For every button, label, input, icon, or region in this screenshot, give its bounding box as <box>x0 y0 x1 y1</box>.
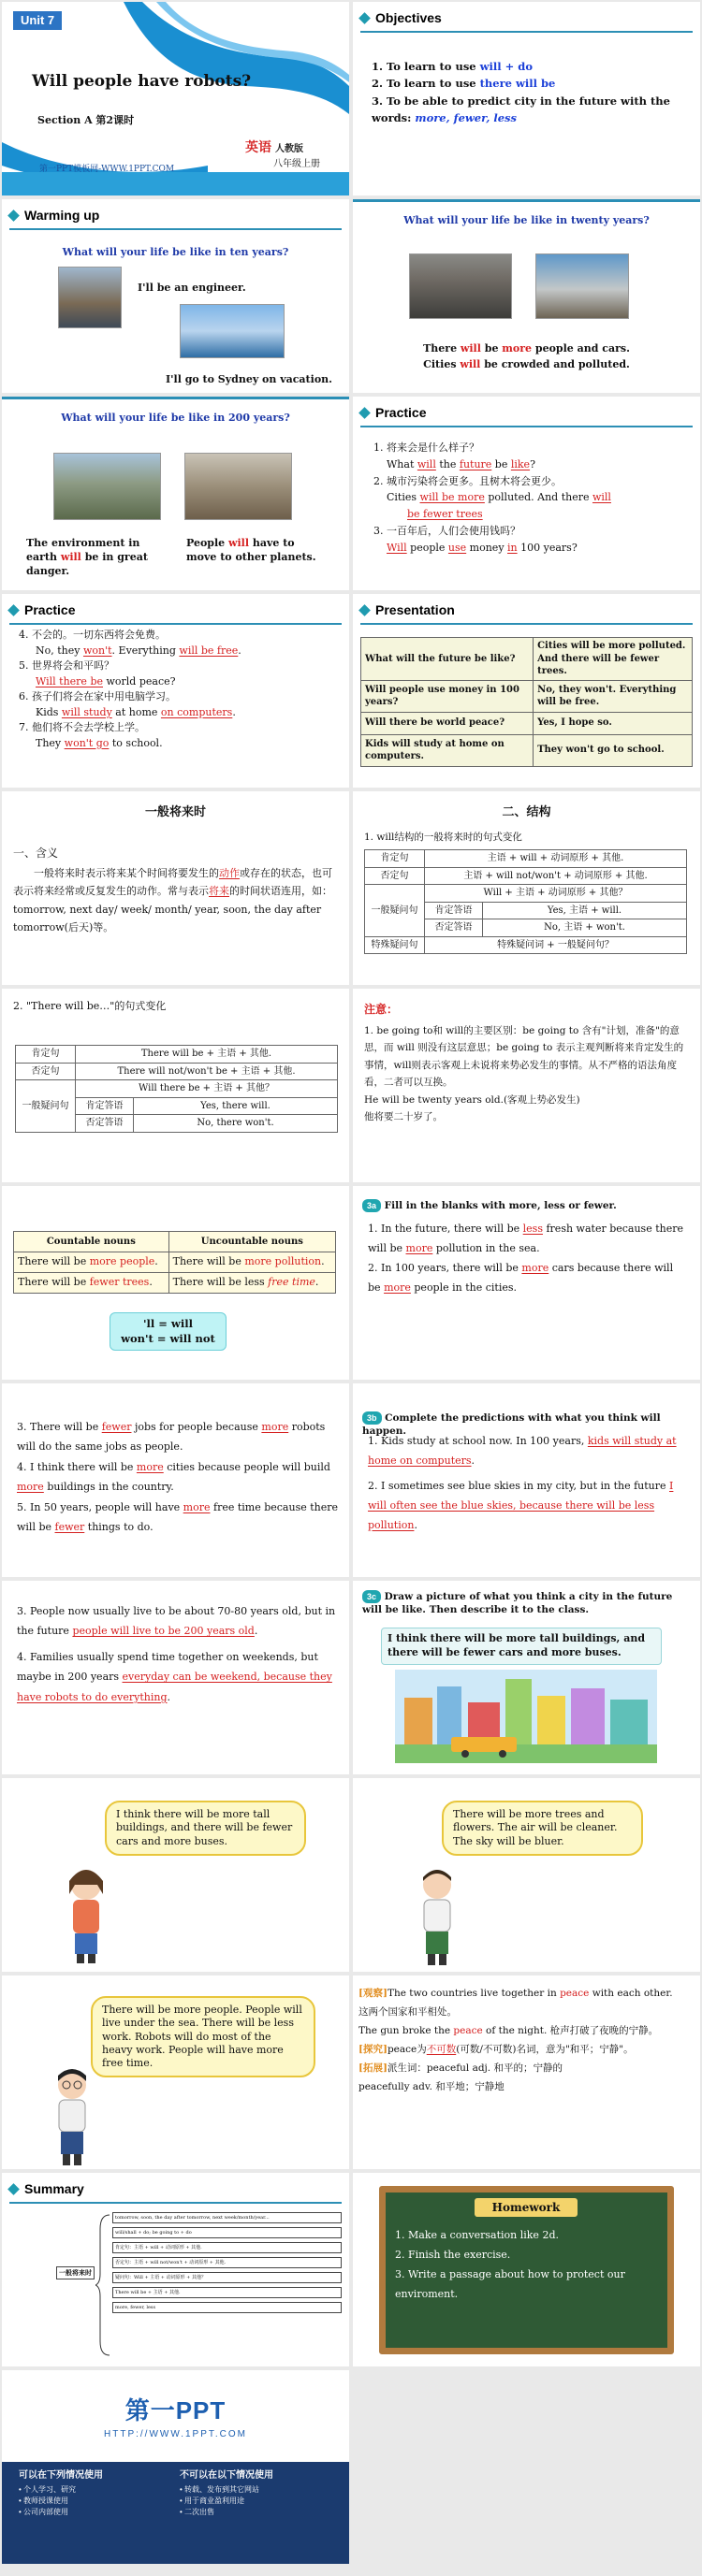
answer: be fewer trees <box>407 508 483 521</box>
slide-bubble-2 <box>353 1778 700 1972</box>
exercise <box>368 1432 689 1535</box>
exercise-item: 4. Families usually spend time together on weekends, but maybe in 200 years everyday can be weekend, because they have robots to do everything. <box>17 1650 332 1703</box>
city-drawing <box>395 1670 657 1763</box>
answer-box: I think there will be more tall buildings, and there will be fewer cars and more buses. <box>381 1628 662 1665</box>
exercise-item: 3. People now usually live to be about 70-80 years old, but in the future people will live to be 200 years old. <box>17 1605 336 1638</box>
answer: Kids will study at home on computers. <box>36 705 236 718</box>
subject-label: 英语 人教版 <box>245 140 303 155</box>
exercise <box>368 1220 689 1298</box>
exercise-item: 2. In 100 years, there will be more cars because there will be more people in the cities. <box>368 1261 674 1294</box>
objective-item: 3. To be able to predict city in the future with the words: more, fewer, less <box>372 94 670 125</box>
prompt: 4. 不会的。一切东西将会免费。 <box>19 629 166 641</box>
slide-practice-1 <box>353 397 700 590</box>
diamond-icon <box>7 2183 20 2195</box>
slide-title <box>2 2 349 195</box>
divider <box>9 623 342 625</box>
intro: 2. "There will be…"的句式变化 <box>13 1000 167 1012</box>
exercise-item: 3. There will be fewer jobs for people because more robots will do the same jobs as people. <box>17 1421 326 1454</box>
slide-homework <box>353 2173 700 2366</box>
girl-illustration <box>58 1862 114 1965</box>
summary-center: 一般将来时 <box>56 2266 95 2279</box>
note-text: 1. be going to和 will的主要区别：be going to 含有"计划，准备"的意思，而 will 则没有这层意思；be going to 表示主观判断将来肯定发生的事情，will则表示客观上未说将来势必发生的事情。从不严格的语法角度看，二者可以互换。 He will be twenty years old.(客观上势必发生) 他将要二十岁了。 <box>364 1025 684 1122</box>
lesson-title: Will people have robots? <box>32 72 252 91</box>
intro: 1. will结构的一般将来时的句式变化 <box>364 832 522 843</box>
pollution-photo <box>535 253 629 319</box>
homework-list: 1. Make a conversation like 2d. 2. Finish the exercise. 3. Write a passage about how to protect our enviroment. <box>395 2229 625 2300</box>
slide-credits <box>2 2370 349 2564</box>
diamond-icon <box>358 407 371 419</box>
slide-3b <box>353 1383 700 1577</box>
slide-3a-cont <box>2 1383 349 1577</box>
slide-note <box>353 989 700 1182</box>
top-bar <box>353 199 700 202</box>
answer: Cities will be more polluted. And there will <box>387 491 611 504</box>
exercise-item: 2. I sometimes see blue skies in my city, but in the future I will often see the blue skies, because there will be less pollution. <box>368 1479 674 1531</box>
top-bar <box>2 397 349 399</box>
slide-structure <box>353 791 700 985</box>
answer-1: I'll be an engineer. <box>138 282 246 294</box>
summary-brace <box>95 2210 114 2360</box>
structure-table: 肯定句 主语 + will + 动词原形 + 其他. 否定句 主语 + will not/won't + 动词原形 + 其他. 一般疑问句 Will + 主语 + 动词原形 + 其他？ 肯定答语 Yes, 主语 + will. 否定答语 No, 主语 + won't. 特殊疑问句 特殊疑问词 + 一般疑问句？ <box>364 849 687 954</box>
speech-bubble: There will be more people. People will live under the sea. There will be less work. Robots will do most of the heavy work. People will have more free time. <box>91 1996 315 2077</box>
practice-list <box>19 628 340 751</box>
question: What will your life be like in 200 years? <box>61 412 290 424</box>
divider <box>360 623 693 625</box>
brand-logo: 第一PPT <box>124 2396 227 2424</box>
exercise-item: 5. In 50 years, people will have more free time because there will be fewer things to do. <box>17 1500 339 1534</box>
boy-illustration <box>409 1864 465 1967</box>
table-row: What will the future be like? Cities will be more polluted. And there will be fewer trees. <box>361 638 693 681</box>
slide-title: 一般将来时 <box>144 805 206 819</box>
exercise-item: 1. Kids study at school now. In 100 years, kids will study at home on computers. <box>368 1435 677 1467</box>
slide-3a <box>353 1186 700 1380</box>
objective-item: 1. To learn to use will + do <box>372 60 533 73</box>
section-label: Section A 第2课时 <box>37 114 135 126</box>
slide-heading: Practice <box>360 404 426 422</box>
danger-photo <box>53 453 161 520</box>
sydney-photo <box>180 304 285 358</box>
nouns-table: Countable nouns Uncountable nouns There will be more people. There will be more pollution. There will be fewer trees. There will be less free time. <box>13 1231 336 1294</box>
slide-twenty-years <box>353 199 700 393</box>
slide-heading: Objectives <box>360 9 442 27</box>
vocab-notes: [观察]The two countries live together in peace with each other. 这两个国家和平相处。 The gun broke the peace of the night. 枪声打破了夜晚的宁静。 [探究]peace为不可数(可数/不可数)名词，意为"和平；宁静"。 [拓展]派生词：peaceful adj. 和平的；宁静的 peacefully adv. 和平地；宁静地 <box>358 1988 673 2092</box>
answer: What will the future be like? <box>387 457 535 470</box>
instruction: 3a Fill in the blanks with more, less or fewer. <box>362 1199 691 1212</box>
table-row: Will people use money in 100 years? No, they won't. Everything will be free. <box>361 680 693 712</box>
divider <box>360 426 693 427</box>
slide-heading: Warming up <box>9 207 99 224</box>
crowd-photo <box>409 253 512 319</box>
site-label: 第一PPT模板网-WWW.1PPT.COM <box>39 165 175 174</box>
table-row: Kids will study at home on computers. They won't go to school. <box>361 734 693 766</box>
badge-3b: 3b <box>362 1411 382 1425</box>
instruction: 3b Complete the predictions with what you think will happen. <box>362 1412 661 1438</box>
prompt: 5. 世界将会和平吗？ <box>19 659 114 672</box>
engineer-photo <box>58 267 122 328</box>
caption-line: There will be more people and cars. <box>423 342 630 355</box>
diamond-icon <box>358 604 371 616</box>
slide-heading: Presentation <box>360 601 455 619</box>
answer: Will there be world peace? <box>36 674 176 687</box>
exercise <box>17 1417 338 1538</box>
exercise-item: 1. In the future, there will be less fresh water because there will be more pollution in the sea. <box>368 1223 683 1254</box>
prompt: 7. 他们将不会去学校上学。 <box>19 721 145 733</box>
answer: Will people use money in 100 years? <box>387 541 578 554</box>
slide-practice-2 <box>2 594 349 788</box>
captions <box>353 341 700 372</box>
definition: 一般将来时表示将来某个时间将要发生的动作或存在的状态，也可表示将来经常或反复发生的动作。常与表示将来的时间状语连用，如：tomorrow, next day/ week/ month/ year, soon, the day after tomorrow(后天)等。 <box>13 867 332 933</box>
table-row: Will there be world peace? Yes, I hope so. <box>361 712 693 734</box>
slide-future-tense <box>2 791 349 985</box>
slide-heading: Summary <box>9 2180 84 2198</box>
caption-1: The environment in earth will be in great danger. <box>26 537 148 577</box>
brand-url: HTTP://WWW.1PPT.COM <box>104 2429 247 2439</box>
license-panel: 可以在下列情况使用 • 个人学习、研究 • 教师授课使用 • 公司内部使用 不可以在以下情况使用 • 转载、发布到其它网站 • 用于商业盈利用途 • 二次出售 <box>2 2462 349 2564</box>
question: What will your life be like in ten years? <box>62 246 289 258</box>
divider <box>9 228 342 230</box>
slide-objectives <box>353 2 700 195</box>
caption-2: People will have to move to other planets. <box>186 537 316 563</box>
diamond-icon <box>7 210 20 222</box>
answer: They won't go to school. <box>36 736 163 749</box>
diamond-icon <box>358 12 371 24</box>
slide-3b-cont <box>2 1581 349 1774</box>
structure-table: 肯定句 There will be + 主语 + 其他. 否定句 There will not/won't be + 主语 + 其他. 一般疑问句 Will there be + 主语 + 其他？ 肯定答语 Yes, there will. 否定答语 No, there won't. <box>15 1045 338 1133</box>
cannot-list: • 转载、发布到其它网站 • 用于商业盈利用途 • 二次出售 <box>180 2485 260 2516</box>
can-list: • 个人学习、研究 • 教师授课使用 • 公司内部使用 <box>19 2485 77 2516</box>
practice-list <box>373 440 691 557</box>
objective-item: 2. To learn to use there will be <box>372 77 556 91</box>
slide-warming-up <box>2 199 349 393</box>
prompt: 3. 一百年后，人们会使用钱吗？ <box>373 525 520 538</box>
exercise <box>17 1601 338 1707</box>
badge-3c: 3c <box>362 1590 381 1603</box>
planet-photo <box>184 453 292 520</box>
objective-list <box>372 58 687 127</box>
prompt: 1. 将来会是什么样子？ <box>373 441 479 454</box>
slide-summary <box>2 2173 349 2366</box>
caption-line: Cities will be crowded and polluted. <box>423 357 630 370</box>
grade-label: 八年级上册 <box>273 159 320 169</box>
speech-bubble: There will be more trees and flowers. The air will be cleaner. The sky will be bluer. <box>442 1801 643 1856</box>
slide-there-will-be <box>2 989 349 1182</box>
answer-2: I'll go to Sydney on vacation. <box>166 373 332 385</box>
divider <box>360 31 693 33</box>
answer: No, they won't. Everything will be free. <box>36 644 241 657</box>
exercise-item: 4. I think there will be more cities because people will build more buildings in the country. <box>17 1460 330 1494</box>
slide-title: 二、结构 <box>502 805 551 819</box>
blackboard <box>379 2186 674 2354</box>
empty-cell <box>353 2370 700 2564</box>
slide-bubble-3 <box>2 1975 349 2169</box>
diamond-icon <box>7 604 20 616</box>
divider <box>9 2202 342 2204</box>
note-label: 注意： <box>364 1003 399 1016</box>
badge-3a: 3a <box>362 1199 381 1212</box>
instruction: 3c Draw a picture of what you think a city in the future will be like. Then describe it to the class. <box>362 1591 673 1616</box>
prompt: 6. 孩子们将会在家中用电脑学习。 <box>19 690 176 702</box>
slide-presentation <box>353 594 700 788</box>
summary-branches: tomorrow, soon, the day after tomorrow, next week/month/year... will/shall + do; be going to + do 肯定句：主语 + will + 动词原形 + 其他. 否定句：主语 + will not/won't + 动词原形 + 其他. 疑问句：Will + 主语 + 动词原形 + 其他？ There will be + 主语 + 其他. more, fewer, less <box>112 2212 342 2313</box>
question: What will your life be like in twenty years? <box>403 214 650 226</box>
slide-nouns <box>2 1186 349 1380</box>
prompt: 2. 城市污染将会更多。且树木将会更少。 <box>373 474 562 487</box>
slide-200-years <box>2 397 349 590</box>
slide-bubble-1 <box>2 1778 349 1972</box>
contraction-box: 'll = will won't = will not <box>110 1312 227 1351</box>
slide-heading: Practice <box>9 601 75 619</box>
speech-bubble: I think there will be more tall buildings, and there will be fewer cars and more buses. <box>105 1801 306 1856</box>
subtitle: 一、含义 <box>13 847 59 860</box>
slide-peace <box>353 1975 700 2169</box>
slide-3c <box>353 1581 700 1774</box>
presentation-table <box>360 637 693 767</box>
homework-title: Homework <box>475 2198 578 2217</box>
boy-glasses-illustration <box>44 2064 100 2167</box>
unit-label: Unit 7 <box>13 11 62 30</box>
